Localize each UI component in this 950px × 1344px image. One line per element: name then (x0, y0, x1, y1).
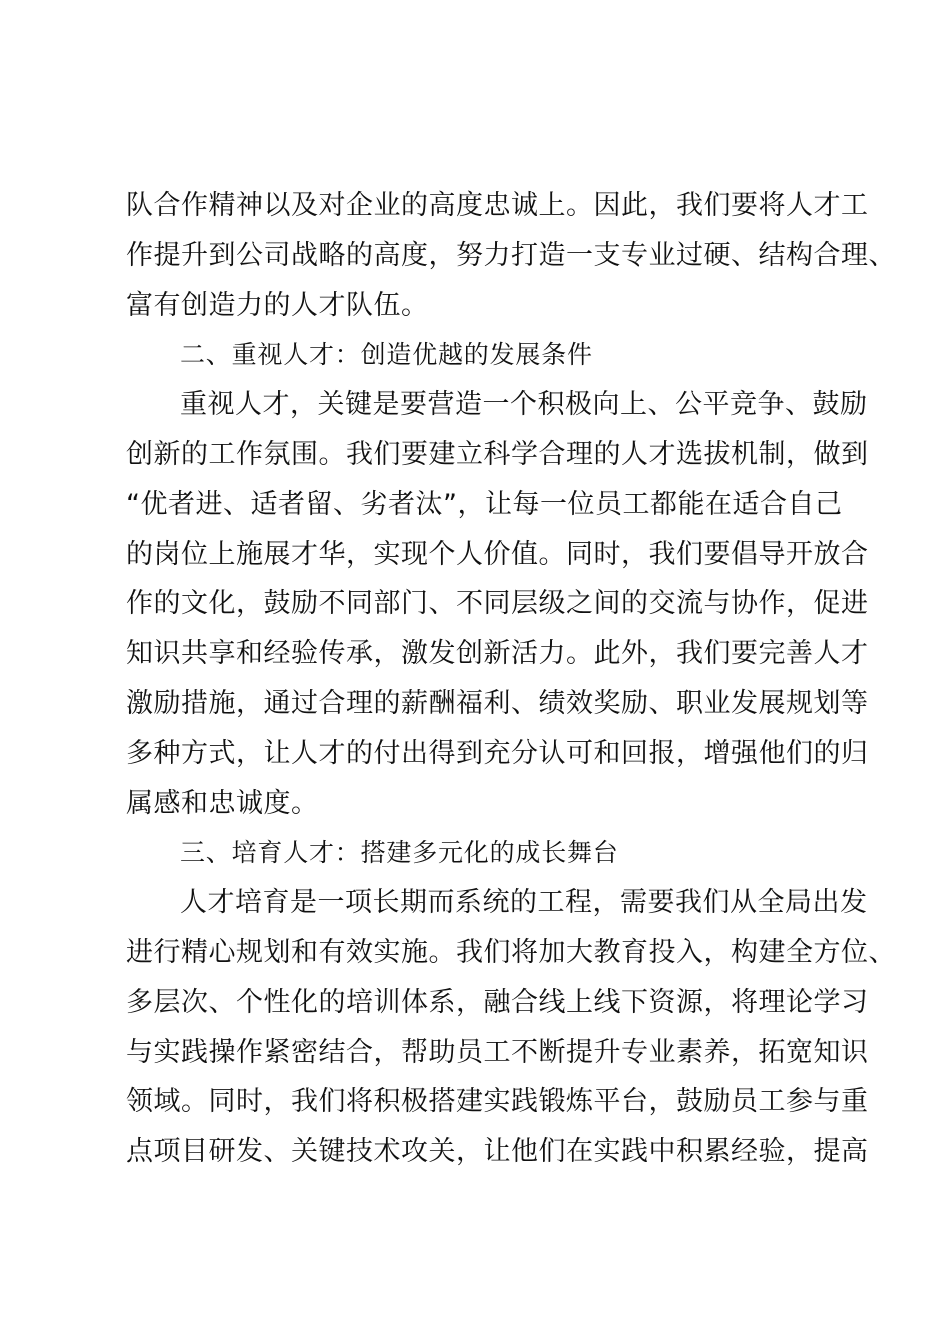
paragraph-first-line: 重视人才，关键是要营造一个积极向上、公平竞争、鼓励 (180, 389, 868, 421)
body-line: 的岗位上施展才华，实现个人价值。同时，我们要倡导开放合 (126, 538, 869, 570)
body-line: 多层次、个性化的培训体系，融合线上线下资源，将理论学习 (126, 986, 869, 1018)
body-line: 属感和忠诚度。 (126, 787, 319, 819)
body-line: 领域。同时，我们将积极搭建实践锻炼平台，鼓励员工参与重 (126, 1086, 869, 1118)
body-line: 点项目研发、关键技术攻关，让他们在实践中积累经验，提高 (126, 1136, 869, 1168)
body-line: “优者进、适者留、劣者汰”，让每一位员工都能在适合自己 (126, 488, 843, 520)
body-line: 激励措施，通过合理的薪酬福利、绩效奖励、职业发展规划等 (126, 687, 869, 719)
body-line: 作的文化，鼓励不同部门、不同层级之间的交流与协作，促进 (126, 588, 869, 620)
body-line: 队合作精神以及对企业的高度忠诚上。因此，我们要将人才工 (126, 190, 869, 221)
paragraph-first-line: 人才培育是一项长期而系统的工程，需要我们从全局出发 (180, 887, 868, 919)
document-body (126, 181, 896, 1177)
body-line: 知识共享和经验传承，激发创新活力。此外，我们要完善人才 (126, 638, 869, 670)
body-line: 进行精心规划和有效实施。我们将加大教育投入，构建全方位、 (126, 936, 896, 968)
body-line: 作提升到公司战略的高度，努力打造一支专业过硬、结构合理、 (126, 239, 896, 271)
body-line: 与实践操作紧密结合，帮助员工不断提升专业素养，拓宽知识 (126, 1036, 869, 1068)
section-heading-2: 二、重视人才：创造优越的发展条件 (180, 340, 593, 370)
body-line: 富有创造力的人才队伍。 (126, 289, 429, 321)
body-line: 创新的工作氛围。我们要建立科学合理的人才选拔机制，做到 (126, 438, 869, 470)
body-line: 多种方式，让人才的付出得到充分认可和回报，增强他们的归 (126, 737, 869, 769)
section-heading-3: 三、培育人才：搭建多元化的成长舞台 (180, 838, 619, 868)
